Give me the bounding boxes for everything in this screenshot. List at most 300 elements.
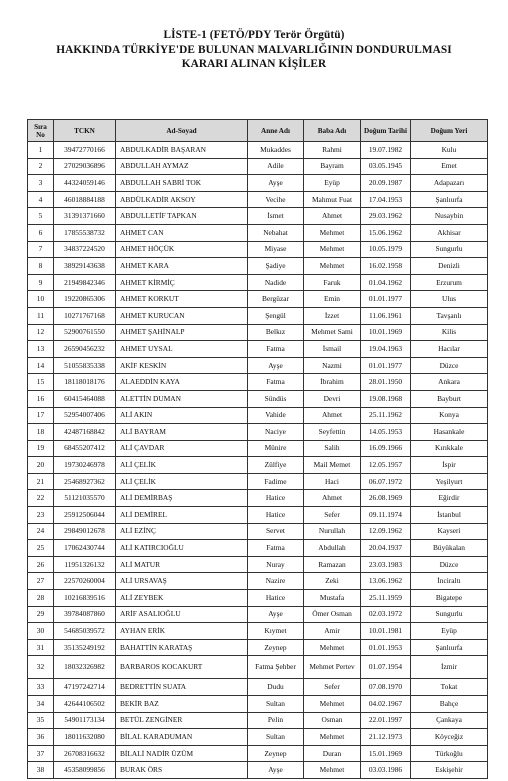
header-dogum-tarihi: Doğum Tarihi [361, 120, 411, 142]
title-line-1: LİSTE-1 (FETÖ/PDY Terör Örgütü) [163, 29, 345, 41]
cell-dogum-yeri: Akhisar [411, 224, 488, 241]
cell-dogum-tarihi: 04.02.1967 [361, 696, 411, 713]
table-row [28, 606, 488, 623]
cell-dogum-yeri: Hacılar [411, 341, 488, 358]
cell-ad-soyad: AHMET KİRMİÇ [116, 274, 248, 291]
table-row [28, 175, 488, 192]
cell-tckn: 17062430744 [54, 540, 116, 557]
cell-sira-no: 38 [28, 762, 54, 779]
cell-sira-no: 31 [28, 639, 54, 656]
cell-anne-adi: Nazire [248, 573, 304, 590]
cell-tckn: 17855538732 [54, 224, 116, 241]
cell-dogum-yeri: Eğirdir [411, 490, 488, 507]
cell-dogum-yeri: Kırıkkale [411, 440, 488, 457]
cell-dogum-tarihi: 16.02.1958 [361, 258, 411, 275]
cell-anne-adi: Bergüzar [248, 291, 304, 308]
cell-dogum-tarihi: 25.11.1962 [361, 407, 411, 424]
table-row [28, 258, 488, 275]
cell-dogum-yeri: Tokat [411, 679, 488, 696]
cell-dogum-yeri: Düzce [411, 556, 488, 573]
cell-ad-soyad: ALİ MATUR [116, 556, 248, 573]
cell-ad-soyad: ABDULKADİR BAŞARAN [116, 142, 248, 159]
table-row [28, 729, 488, 746]
cell-dogum-tarihi: 01.01.1977 [361, 357, 411, 374]
cell-ad-soyad: ABDULLAH SABRİ TOK [116, 175, 248, 192]
cell-anne-adi: Nebahat [248, 224, 304, 241]
cell-baba-adi: Ramazan [304, 556, 361, 573]
table-row [28, 679, 488, 696]
cell-dogum-tarihi: 15.01.1969 [361, 745, 411, 762]
cell-baba-adi: Faruk [304, 274, 361, 291]
cell-tckn: 26708316632 [54, 745, 116, 762]
cell-tckn: 31391371660 [54, 208, 116, 225]
table-row [28, 639, 488, 656]
table-row [28, 324, 488, 341]
cell-dogum-yeri: Erzurum [411, 274, 488, 291]
cell-anne-adi: Fatma Şehber [248, 656, 304, 679]
cell-baba-adi: Mahmut Fuat [304, 191, 361, 208]
cell-baba-adi: Nurullah [304, 523, 361, 540]
cell-ad-soyad: BİLAL KARADUMAN [116, 729, 248, 746]
cell-baba-adi: Eyüp [304, 175, 361, 192]
cell-baba-adi: Mehmet [304, 729, 361, 746]
cell-baba-adi: Mehmet [304, 258, 361, 275]
cell-baba-adi: Haci [304, 473, 361, 490]
cell-sira-no: 1 [28, 142, 54, 159]
cell-dogum-yeri: İspir [411, 457, 488, 474]
cell-ad-soyad: AHMET HÖÇÜK [116, 241, 248, 258]
cell-dogum-tarihi: 29.03.1962 [361, 208, 411, 225]
cell-dogum-yeri: Köyceğiz [411, 729, 488, 746]
cell-dogum-yeri: Bahçe [411, 696, 488, 713]
cell-dogum-tarihi: 19.07.1982 [361, 142, 411, 159]
cell-baba-adi: Ahmet [304, 490, 361, 507]
table-row [28, 142, 488, 159]
title-line-2: HAKKINDA TÜRKİYE'DE BULUNAN MALVARLIĞININ DONDURULMASI [56, 43, 452, 56]
cell-sira-no: 2 [28, 158, 54, 175]
cell-tckn: 10216839516 [54, 590, 116, 607]
cell-ad-soyad: BARBAROS KOCAKURT [116, 656, 248, 679]
cell-sira-no: 25 [28, 540, 54, 557]
cell-ad-soyad: ALİ ZEYBEK [116, 590, 248, 607]
cell-sira-no: 6 [28, 224, 54, 241]
cell-sira-no: 9 [28, 274, 54, 291]
table-row [28, 341, 488, 358]
cell-ad-soyad: AHMET KARA [116, 258, 248, 275]
cell-baba-adi: Mehmet Sami [304, 324, 361, 341]
table-row [28, 540, 488, 557]
cell-anne-adi: Belkız [248, 324, 304, 341]
cell-dogum-yeri: Nusaybin [411, 208, 488, 225]
cell-dogum-yeri: Türkoğlu [411, 745, 488, 762]
cell-anne-adi: Şengül [248, 307, 304, 324]
cell-ad-soyad: ALİ BAYRAM [116, 424, 248, 441]
cell-anne-adi: Ayşe [248, 762, 304, 779]
cell-dogum-tarihi: 16.09.1966 [361, 440, 411, 457]
cell-ad-soyad: ALİ URSAVAŞ [116, 573, 248, 590]
table-body [28, 142, 488, 779]
cell-dogum-tarihi: 15.06.1962 [361, 224, 411, 241]
cell-anne-adi: Sultan [248, 696, 304, 713]
cell-dogum-tarihi: 25.11.1959 [361, 590, 411, 607]
cell-tckn: 29849012678 [54, 523, 116, 540]
header-sira-no: Sıra No [28, 120, 54, 142]
cell-dogum-tarihi: 01.01.1977 [361, 291, 411, 308]
cell-dogum-tarihi: 20.09.1987 [361, 175, 411, 192]
header-ad-soyad: Ad-Soyad [116, 120, 248, 142]
cell-anne-adi: Ayşe [248, 175, 304, 192]
table-row [28, 745, 488, 762]
cell-tckn: 27029036896 [54, 158, 116, 175]
cell-sira-no: 8 [28, 258, 54, 275]
cell-anne-adi: Servet [248, 523, 304, 540]
cell-ad-soyad: BEDRETTİN SUATA [116, 679, 248, 696]
cell-tckn: 68455207412 [54, 440, 116, 457]
cell-tckn: 19220865306 [54, 291, 116, 308]
table-row [28, 696, 488, 713]
cell-sira-no: 19 [28, 440, 54, 457]
cell-baba-adi: Mustafa [304, 590, 361, 607]
cell-dogum-yeri: Şanlıurfa [411, 191, 488, 208]
cell-tckn: 38929143638 [54, 258, 116, 275]
cell-tckn: 39784087860 [54, 606, 116, 623]
cell-baba-adi: Ahmet [304, 407, 361, 424]
cell-dogum-yeri: Sungurlu [411, 606, 488, 623]
cell-ad-soyad: ALETTİN DUMAN [116, 390, 248, 407]
cell-tckn: 26590456232 [54, 341, 116, 358]
cell-ad-soyad: ALİ ÇAVDAR [116, 440, 248, 457]
cell-ad-soyad: ALİ KATIRCIOĞLU [116, 540, 248, 557]
cell-anne-adi: Hatice [248, 507, 304, 524]
cell-tckn: 52900761550 [54, 324, 116, 341]
cell-dogum-yeri: Ulus [411, 291, 488, 308]
cell-baba-adi: Mehmet [304, 639, 361, 656]
cell-anne-adi: Fatma [248, 341, 304, 358]
cell-ad-soyad: ALİ ÇELİK [116, 457, 248, 474]
cell-baba-adi: Seyfettin [304, 424, 361, 441]
table-row [28, 224, 488, 241]
cell-tckn: 60415464088 [54, 390, 116, 407]
table-row [28, 307, 488, 324]
cell-baba-adi: Devri [304, 390, 361, 407]
cell-baba-adi: Duran [304, 745, 361, 762]
cell-ad-soyad: BURAK ÖRS [116, 762, 248, 779]
cell-ad-soyad: ALİ DEMİRBAŞ [116, 490, 248, 507]
cell-dogum-yeri: Şanlıurfa [411, 639, 488, 656]
table-row [28, 457, 488, 474]
cell-dogum-tarihi: 11.06.1961 [361, 307, 411, 324]
cell-sira-no: 16 [28, 390, 54, 407]
cell-dogum-tarihi: 10.01.1981 [361, 623, 411, 640]
cell-dogum-tarihi: 22.01.1997 [361, 712, 411, 729]
cell-sira-no: 26 [28, 556, 54, 573]
cell-tckn: 11951326132 [54, 556, 116, 573]
cell-dogum-tarihi: 10.01.1969 [361, 324, 411, 341]
cell-dogum-tarihi: 14.05.1953 [361, 424, 411, 441]
cell-sira-no: 11 [28, 307, 54, 324]
cell-tckn: 45358099856 [54, 762, 116, 779]
table-row [28, 191, 488, 208]
cell-baba-adi: Mehmet [304, 762, 361, 779]
table-row [28, 590, 488, 607]
cell-sira-no: 32 [28, 656, 54, 679]
cell-anne-adi: Hatice [248, 490, 304, 507]
cell-anne-adi: Sultan [248, 729, 304, 746]
cell-dogum-yeri: Kayseri [411, 523, 488, 540]
cell-baba-adi: İzzet [304, 307, 361, 324]
cell-dogum-yeri: Kulu [411, 142, 488, 159]
cell-dogum-tarihi: 10.05.1979 [361, 241, 411, 258]
cell-ad-soyad: ABDÜLKADİR AKSOY [116, 191, 248, 208]
table-row [28, 573, 488, 590]
cell-ad-soyad: BEKİR BAZ [116, 696, 248, 713]
cell-tckn: 42487168842 [54, 424, 116, 441]
cell-dogum-tarihi: 12.09.1962 [361, 523, 411, 540]
cell-tckn: 35135249192 [54, 639, 116, 656]
cell-dogum-yeri: Ankara [411, 374, 488, 391]
cell-dogum-yeri: Tavşanlı [411, 307, 488, 324]
cell-anne-adi: Ayşe [248, 357, 304, 374]
cell-dogum-tarihi: 01.07.1954 [361, 656, 411, 679]
cell-baba-adi: Mehmet [304, 696, 361, 713]
cell-anne-adi: Ayşe [248, 606, 304, 623]
cell-ad-soyad: ABDULLETİF TAPKAN [116, 208, 248, 225]
header-baba-adi: Baba Adı [304, 120, 361, 142]
cell-dogum-yeri: Hasankale [411, 424, 488, 441]
cell-dogum-yeri: Konya [411, 407, 488, 424]
cell-ad-soyad: AHMET KURUCAN [116, 307, 248, 324]
cell-baba-adi: Osman [304, 712, 361, 729]
table-row [28, 357, 488, 374]
cell-sira-no: 21 [28, 473, 54, 490]
cell-sira-no: 12 [28, 324, 54, 341]
cell-anne-adi: Fatma [248, 374, 304, 391]
cell-tckn: 51055835338 [54, 357, 116, 374]
cell-anne-adi: Zülfiye [248, 457, 304, 474]
cell-baba-adi: Mehmet Pertev [304, 656, 361, 679]
document-title [0, 28, 508, 72]
cell-baba-adi: Mehmet [304, 224, 361, 241]
cell-baba-adi: Abdullah [304, 540, 361, 557]
cell-dogum-yeri: Emet [411, 158, 488, 175]
cell-dogum-yeri: İnciraltı [411, 573, 488, 590]
cell-sira-no: 36 [28, 729, 54, 746]
table-row [28, 374, 488, 391]
cell-dogum-tarihi: 07.08.1970 [361, 679, 411, 696]
header-dogum-yeri: Doğum Yeri [411, 120, 488, 142]
cell-anne-adi: Kıymet [248, 623, 304, 640]
cell-ad-soyad: BETÜL ZENGİNER [116, 712, 248, 729]
cell-dogum-yeri: Eskişehir [411, 762, 488, 779]
cell-dogum-tarihi: 23.03.1983 [361, 556, 411, 573]
cell-baba-adi: Ömer Osman [304, 606, 361, 623]
cell-dogum-yeri: Bigatepe [411, 590, 488, 607]
cell-sira-no: 20 [28, 457, 54, 474]
cell-ad-soyad: AYHAN ERİK [116, 623, 248, 640]
cell-tckn: 18032326982 [54, 656, 116, 679]
cell-baba-adi: Rahmi [304, 142, 361, 159]
cell-anne-adi: Münire [248, 440, 304, 457]
cell-tckn: 10271767168 [54, 307, 116, 324]
cell-ad-soyad: ALİ AKIN [116, 407, 248, 424]
cell-sira-no: 30 [28, 623, 54, 640]
table-row [28, 712, 488, 729]
cell-sira-no: 17 [28, 407, 54, 424]
cell-dogum-yeri: Sungurlu [411, 241, 488, 258]
table-row [28, 424, 488, 441]
cell-baba-adi: Mail Memet [304, 457, 361, 474]
cell-baba-adi: Ahmet [304, 208, 361, 225]
table-row [28, 762, 488, 779]
cell-tckn: 42644106502 [54, 696, 116, 713]
cell-dogum-tarihi: 02.03.1972 [361, 606, 411, 623]
table-header-row [28, 120, 488, 142]
cell-sira-no: 23 [28, 507, 54, 524]
cell-anne-adi: Nuray [248, 556, 304, 573]
cell-anne-adi: Sündüs [248, 390, 304, 407]
cell-anne-adi: Miyase [248, 241, 304, 258]
cell-dogum-yeri: Büyükalan [411, 540, 488, 557]
cell-sira-no: 3 [28, 175, 54, 192]
cell-tckn: 44324059146 [54, 175, 116, 192]
cell-tckn: 18118018176 [54, 374, 116, 391]
cell-ad-soyad: ALAEDDİN KAYA [116, 374, 248, 391]
cell-anne-adi: Zeynep [248, 639, 304, 656]
cell-sira-no: 34 [28, 696, 54, 713]
cell-sira-no: 13 [28, 341, 54, 358]
cell-anne-adi: Adile [248, 158, 304, 175]
table-row [28, 556, 488, 573]
header-tckn: TCKN [54, 120, 116, 142]
cell-dogum-tarihi: 06.07.1972 [361, 473, 411, 490]
cell-sira-no: 14 [28, 357, 54, 374]
cell-tckn: 54901173134 [54, 712, 116, 729]
cell-dogum-tarihi: 26.08.1969 [361, 490, 411, 507]
cell-anne-adi: Naciye [248, 424, 304, 441]
cell-baba-adi: İbrahim [304, 374, 361, 391]
cell-ad-soyad: ALİ EZİNÇ [116, 523, 248, 540]
cell-dogum-tarihi: 03.03.1986 [361, 762, 411, 779]
cell-tckn: 25912506044 [54, 507, 116, 524]
cell-anne-adi: Pelin [248, 712, 304, 729]
cell-dogum-tarihi: 09.11.1974 [361, 507, 411, 524]
cell-ad-soyad: BİLALİ NADİR ÜZÜM [116, 745, 248, 762]
cell-anne-adi: Fadime [248, 473, 304, 490]
table-row [28, 473, 488, 490]
cell-tckn: 22570260004 [54, 573, 116, 590]
cell-dogum-tarihi: 28.01.1950 [361, 374, 411, 391]
cell-anne-adi: Dudu [248, 679, 304, 696]
table-row [28, 523, 488, 540]
cell-sira-no: 5 [28, 208, 54, 225]
cell-sira-no: 37 [28, 745, 54, 762]
cell-dogum-yeri: Yeşilyurt [411, 473, 488, 490]
cell-dogum-tarihi: 01.01.1953 [361, 639, 411, 656]
cell-dogum-tarihi: 17.04.1953 [361, 191, 411, 208]
title-line-3: KARARI ALINAN KİŞİLER [181, 58, 327, 70]
table-row [28, 623, 488, 640]
cell-anne-adi: Vecihe [248, 191, 304, 208]
cell-dogum-yeri: Çankaya [411, 712, 488, 729]
cell-sira-no: 7 [28, 241, 54, 258]
cell-baba-adi: Sefer [304, 679, 361, 696]
table-row [28, 507, 488, 524]
cell-anne-adi: Fatma [248, 540, 304, 557]
cell-sira-no: 29 [28, 606, 54, 623]
cell-ad-soyad: AHMET UYSAL [116, 341, 248, 358]
cell-sira-no: 18 [28, 424, 54, 441]
cell-tckn: 19730246978 [54, 457, 116, 474]
cell-baba-adi: Nazmi [304, 357, 361, 374]
cell-baba-adi: Mehmet [304, 241, 361, 258]
cell-sira-no: 24 [28, 523, 54, 540]
cell-anne-adi: Mukaddes [248, 142, 304, 159]
cell-tckn: 52954007406 [54, 407, 116, 424]
cell-dogum-yeri: Adapazarı [411, 175, 488, 192]
cell-anne-adi: Hatice [248, 590, 304, 607]
cell-baba-adi: Emin [304, 291, 361, 308]
cell-baba-adi: Zeki [304, 573, 361, 590]
table-row [28, 241, 488, 258]
table-row [28, 407, 488, 424]
cell-ad-soyad: AKİF KESKİN [116, 357, 248, 374]
cell-sira-no: 22 [28, 490, 54, 507]
cell-baba-adi: Amir [304, 623, 361, 640]
cell-ad-soyad: BAHATTİN KARATAŞ [116, 639, 248, 656]
cell-ad-soyad: ALİ ÇELİK [116, 473, 248, 490]
cell-sira-no: 10 [28, 291, 54, 308]
cell-dogum-yeri: Düzce [411, 357, 488, 374]
cell-dogum-tarihi: 13.06.1962 [361, 573, 411, 590]
cell-anne-adi: İsmet [248, 208, 304, 225]
cell-baba-adi: Sefer [304, 507, 361, 524]
persons-table [27, 119, 488, 779]
header-anne-adi: Anne Adı [248, 120, 304, 142]
cell-dogum-tarihi: 19.08.1968 [361, 390, 411, 407]
cell-anne-adi: Nadide [248, 274, 304, 291]
cell-dogum-tarihi: 21.12.1973 [361, 729, 411, 746]
cell-ad-soyad: AHMET ŞAHİNALP [116, 324, 248, 341]
cell-anne-adi: Şadiye [248, 258, 304, 275]
cell-ad-soyad: AHMET KORKUT [116, 291, 248, 308]
table-row [28, 656, 488, 679]
cell-dogum-tarihi: 19.04.1963 [361, 341, 411, 358]
cell-sira-no: 27 [28, 573, 54, 590]
cell-sira-no: 35 [28, 712, 54, 729]
cell-sira-no: 15 [28, 374, 54, 391]
cell-ad-soyad: ALİ DEMİREL [116, 507, 248, 524]
cell-tckn: 18011632080 [54, 729, 116, 746]
cell-dogum-yeri: İstanbul [411, 507, 488, 524]
cell-ad-soyad: AHMET CAN [116, 224, 248, 241]
cell-tckn: 25468927362 [54, 473, 116, 490]
table-row [28, 490, 488, 507]
cell-dogum-tarihi: 01.04.1962 [361, 274, 411, 291]
cell-dogum-yeri: Denizli [411, 258, 488, 275]
cell-tckn: 46018884188 [54, 191, 116, 208]
cell-dogum-yeri: Bayburt [411, 390, 488, 407]
table-row [28, 158, 488, 175]
cell-sira-no: 4 [28, 191, 54, 208]
cell-ad-soyad: ABDULLAH AYMAZ [116, 158, 248, 175]
table-row [28, 208, 488, 225]
cell-dogum-tarihi: 20.04.1937 [361, 540, 411, 557]
cell-tckn: 21949842346 [54, 274, 116, 291]
cell-sira-no: 33 [28, 679, 54, 696]
cell-dogum-yeri: İzmir [411, 656, 488, 679]
cell-tckn: 47197242714 [54, 679, 116, 696]
cell-baba-adi: Salih [304, 440, 361, 457]
